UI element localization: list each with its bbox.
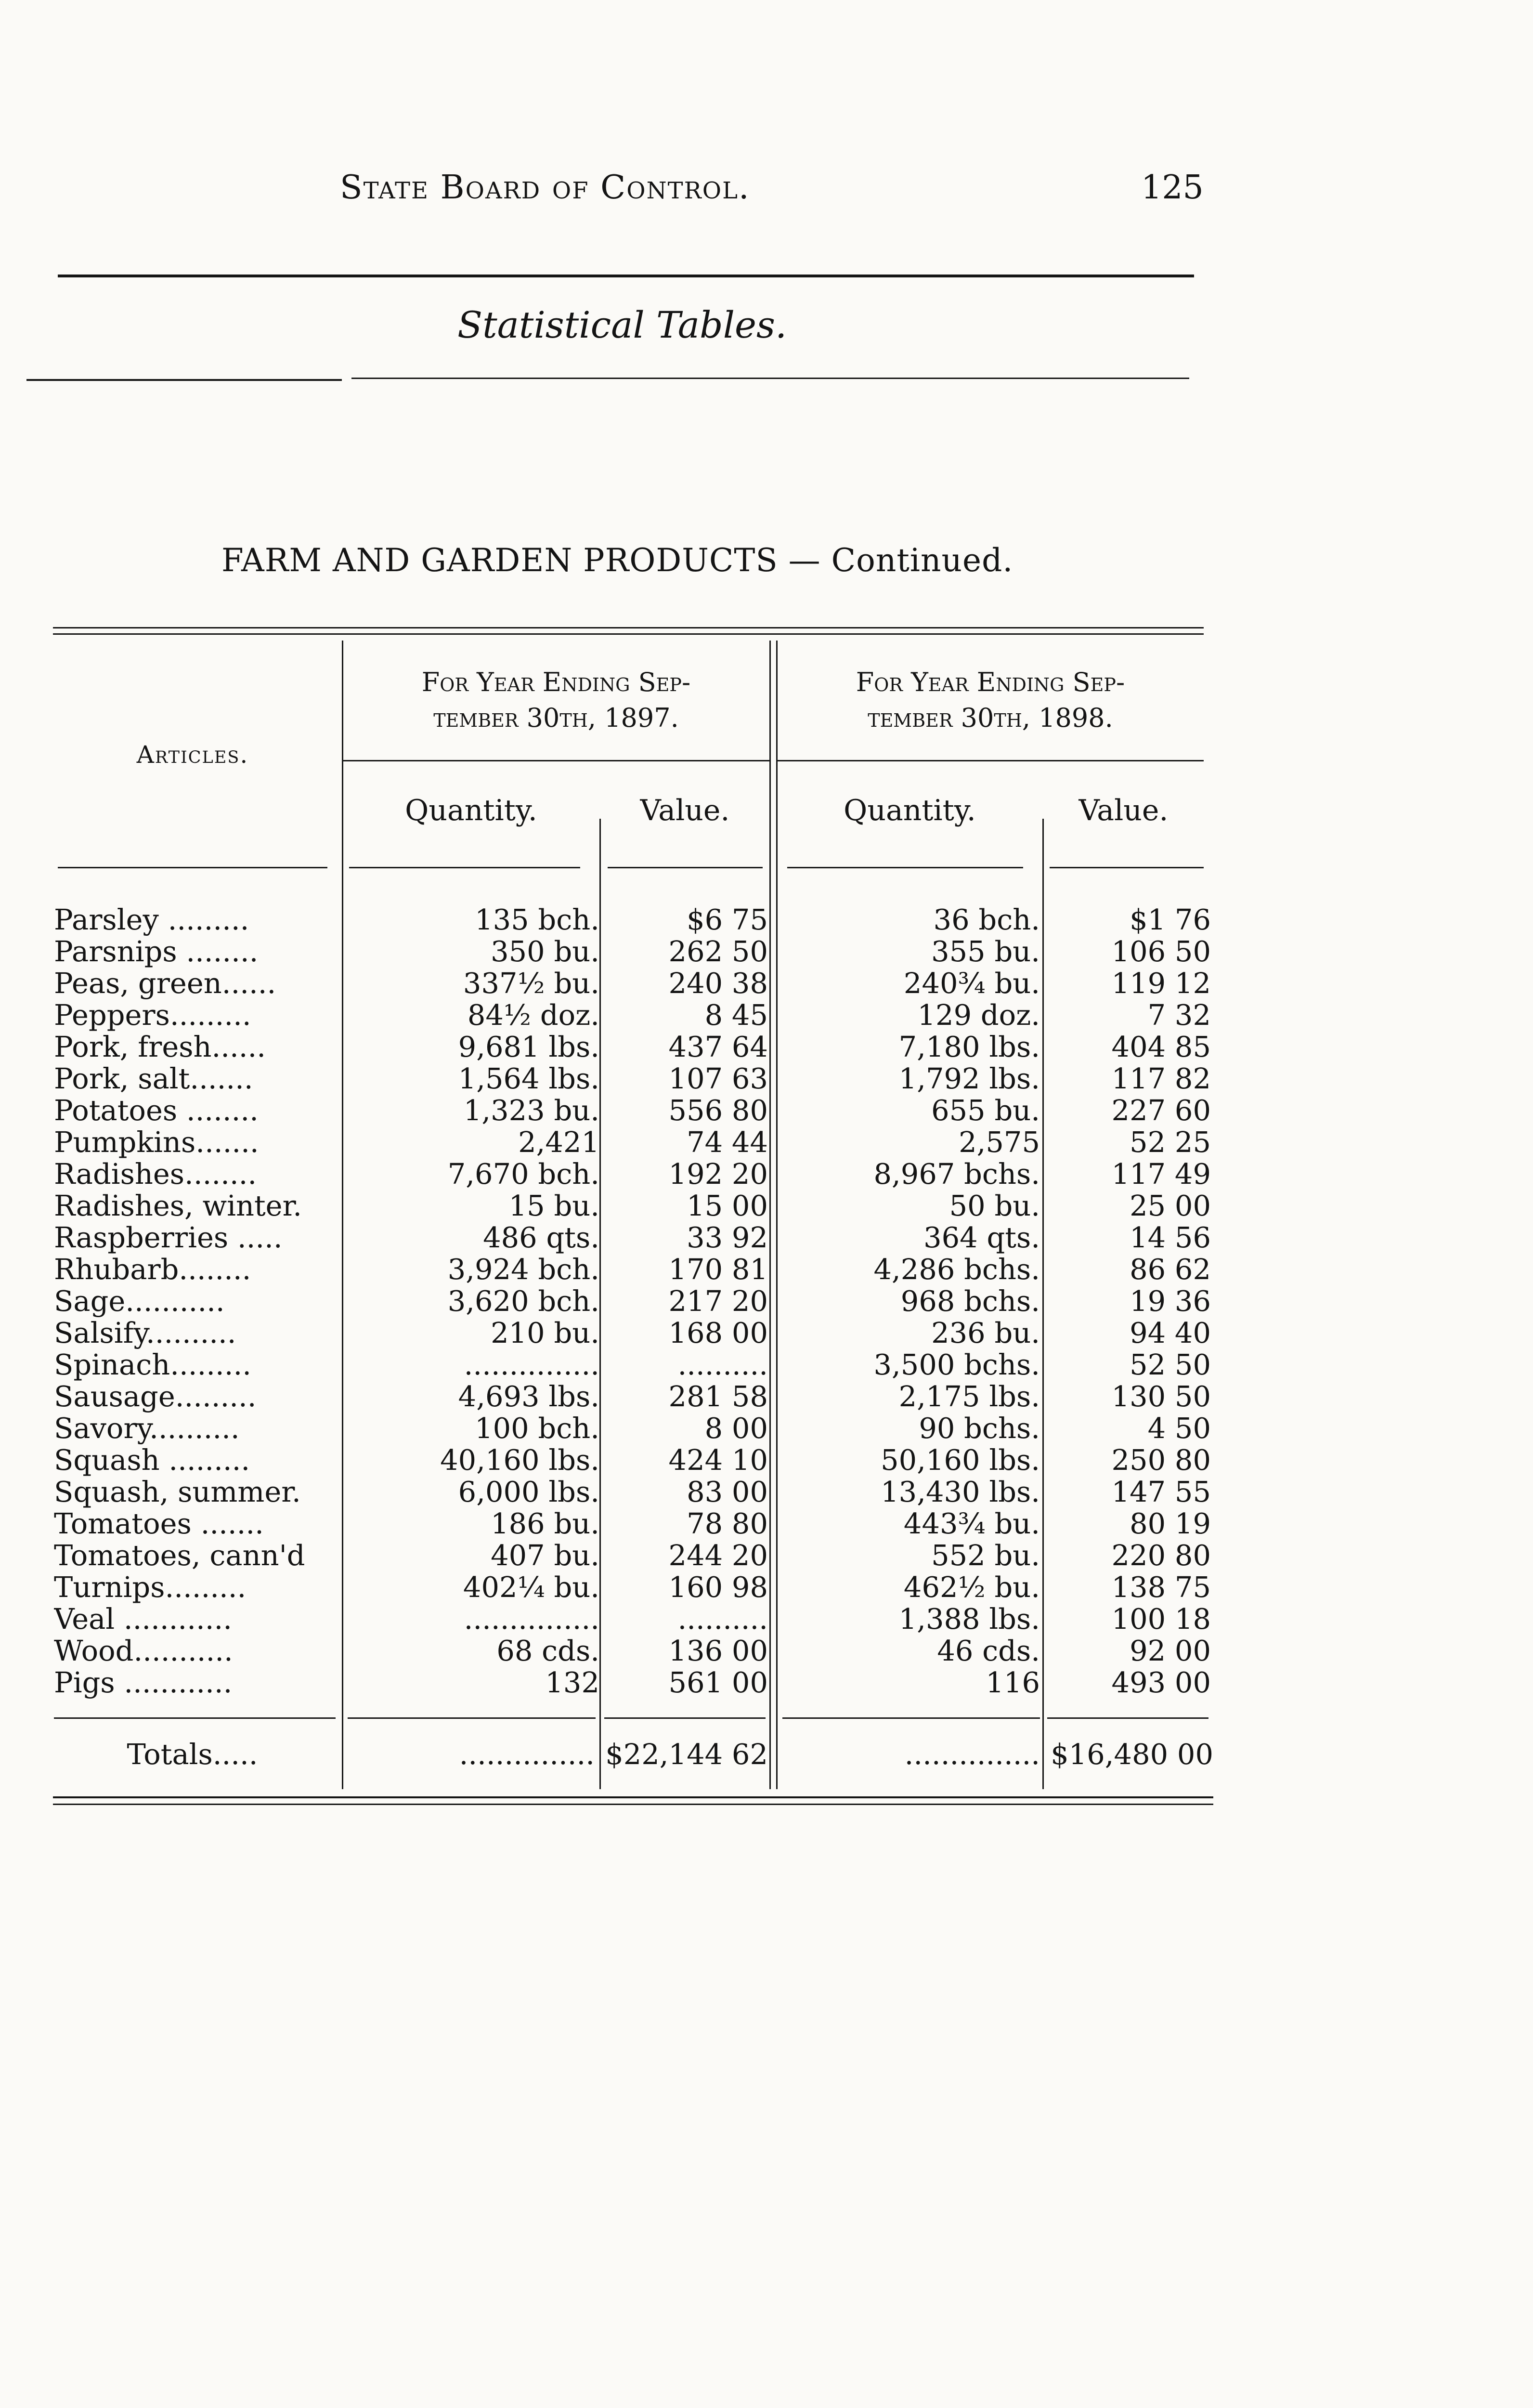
cell-article: Potatoes ........ [54, 1095, 259, 1126]
cell-value-1897: 244 20 [668, 1540, 768, 1571]
cell-article: Radishes, winter. [54, 1190, 302, 1222]
cell-value-1898: 86 62 [1130, 1254, 1211, 1285]
cell-value-1898: 404 85 [1111, 1031, 1211, 1063]
cell-value-1898: 80 19 [1130, 1508, 1211, 1540]
cell-value-1898: 94 40 [1130, 1317, 1211, 1349]
table-row [0, 1603, 1533, 1635]
cell-quantity-1897: 132 [545, 1667, 599, 1699]
cell-article: Squash ......... [54, 1444, 250, 1476]
cell-value-1898: 92 00 [1130, 1635, 1211, 1667]
cell-value-1898: 138 75 [1111, 1571, 1211, 1603]
cell-quantity-1897: 4,693 lbs. [458, 1381, 599, 1413]
cell-quantity-1897: 40,160 lbs. [440, 1444, 599, 1476]
running-title: State Board of Control. [340, 169, 750, 207]
cell-quantity-1898: 1,388 lbs. [898, 1603, 1040, 1635]
cell-quantity-1897: 135 bch. [475, 904, 599, 936]
totals-quantity-1897: ............... [459, 1738, 595, 1771]
cell-quantity-1897: 337½ bu. [463, 968, 599, 999]
cell-value-1898: 250 80 [1111, 1444, 1211, 1476]
totals-value-1897: $22,144 62 [605, 1738, 768, 1771]
cell-quantity-1898: 364 qts. [923, 1222, 1040, 1254]
table-row [0, 1254, 1533, 1285]
cell-article: Tomatoes, cann'd [54, 1540, 305, 1571]
cell-quantity-1898: 655 bu. [931, 1095, 1040, 1126]
cell-value-1898: 14 56 [1130, 1222, 1211, 1254]
header-articles: Articles. [136, 741, 249, 769]
cell-quantity-1898: 2,575 [959, 1126, 1040, 1158]
cell-article: Radishes........ [54, 1158, 257, 1190]
table-row [0, 1222, 1533, 1254]
cell-quantity-1898: 8,967 bchs. [873, 1158, 1040, 1190]
cell-value-1898: 119 12 [1111, 968, 1211, 999]
header-year-1898-line2: tember 30th, 1898. [868, 703, 1113, 733]
cell-value-1898: 100 18 [1111, 1603, 1211, 1635]
cell-article: Raspberries ..... [54, 1222, 283, 1254]
table-row [0, 1349, 1533, 1381]
header-value-1898: Value. [1078, 794, 1169, 827]
table-row [0, 1190, 1533, 1222]
cell-value-1898: 227 60 [1111, 1095, 1211, 1126]
rule-head-v97 [608, 867, 763, 868]
cell-value-1898: 25 00 [1130, 1190, 1211, 1222]
cell-quantity-1897: 84½ doz. [467, 999, 599, 1031]
cell-value-1898: 106 50 [1111, 936, 1211, 968]
table-row [0, 1508, 1533, 1540]
table-row [0, 1158, 1533, 1190]
cell-quantity-1898: 3,500 bchs. [873, 1349, 1040, 1381]
cell-value-1897: 168 00 [668, 1317, 768, 1349]
cell-article: Spinach......... [54, 1349, 252, 1381]
cell-quantity-1898: 36 bch. [933, 904, 1040, 936]
rule-year2-under [777, 760, 1204, 761]
page-number: 125 [1141, 169, 1204, 207]
table-row [0, 1317, 1533, 1349]
cell-quantity-1898: 236 bu. [931, 1317, 1040, 1349]
cell-quantity-1898: 90 bchs. [919, 1413, 1040, 1444]
header-quantity-1897: Quantity. [405, 794, 537, 827]
cell-value-1897: 136 00 [668, 1635, 768, 1667]
cell-quantity-1898: 968 bchs. [900, 1285, 1040, 1317]
rule-head-q98 [787, 867, 1023, 868]
cell-quantity-1897: 3,924 bch. [447, 1254, 599, 1285]
cell-value-1897: 217 20 [668, 1285, 768, 1317]
section-rule-left [26, 379, 342, 381]
rule-head-q97 [349, 867, 580, 868]
cell-article: Salsify.......... [54, 1317, 236, 1349]
cell-value-1897: 170 81 [668, 1254, 768, 1285]
header-year-1897-line2: tember 30th, 1897. [433, 703, 679, 733]
cell-article: Savory.......... [54, 1413, 240, 1444]
header-year-1898-line1: For Year Ending Sep- [856, 667, 1125, 697]
rule-totals-articles [54, 1717, 336, 1719]
cell-value-1897: .......... [677, 1603, 768, 1635]
cell-value-1897: 160 98 [668, 1571, 768, 1603]
table-row [0, 1667, 1533, 1699]
totals-label: Totals..... [127, 1738, 258, 1771]
cell-value-1897: 78 80 [687, 1508, 768, 1540]
cell-value-1898: 19 36 [1130, 1285, 1211, 1317]
cell-article: Sage........... [54, 1285, 225, 1317]
cell-quantity-1898: 1,792 lbs. [898, 1063, 1040, 1095]
cell-article: Wood........... [54, 1635, 233, 1667]
header-rule [58, 275, 1194, 277]
totals-quantity-1898: ............... [904, 1738, 1040, 1771]
cell-quantity-1897: 486 qts. [483, 1222, 599, 1254]
rule-head-articles [58, 867, 327, 868]
cell-value-1897: 15 00 [687, 1190, 768, 1222]
totals-value-1898: $16,480 00 [1051, 1738, 1213, 1771]
cell-quantity-1897: 15 bu. [508, 1190, 599, 1222]
cell-article: Squash, summer. [54, 1476, 301, 1508]
cell-value-1897: 262 50 [668, 936, 768, 968]
cell-value-1897: 556 80 [668, 1095, 768, 1126]
table-row [0, 1063, 1533, 1095]
table-row [0, 1285, 1533, 1317]
cell-article: Pork, fresh...... [54, 1031, 266, 1063]
table-title: FARM AND GARDEN PRODUCTS — Continued. [221, 542, 1013, 579]
table-row [0, 1095, 1533, 1126]
section-rule-right [351, 378, 1189, 379]
cell-quantity-1898: 129 doz. [917, 999, 1040, 1031]
rule-head-v98 [1050, 867, 1204, 868]
cell-quantity-1897: 1,323 bu. [463, 1095, 599, 1126]
cell-quantity-1897: 100 bch. [475, 1413, 599, 1444]
cell-value-1898: 52 50 [1130, 1349, 1211, 1381]
rule-totals-q98 [782, 1717, 1040, 1719]
cell-quantity-1898: 46 cds. [937, 1635, 1040, 1667]
cell-quantity-1898: 462½ bu. [903, 1571, 1040, 1603]
header-year-1897-line1: For Year Ending Sep- [421, 667, 691, 697]
cell-value-1898: $1 76 [1130, 904, 1211, 936]
rule-year1-under [343, 760, 769, 761]
cell-value-1897: 424 10 [668, 1444, 768, 1476]
cell-quantity-1897: 210 bu. [491, 1317, 599, 1349]
table-row [0, 1126, 1533, 1158]
cell-quantity-1898: 50,160 lbs. [881, 1444, 1040, 1476]
cell-quantity-1898: 50 bu. [949, 1190, 1040, 1222]
cell-article: Pigs ............ [54, 1667, 233, 1699]
cell-article: Turnips......... [54, 1571, 247, 1603]
cell-quantity-1897: 9,681 lbs. [458, 1031, 599, 1063]
rule-totals-v98 [1047, 1717, 1208, 1719]
cell-value-1897: 8 00 [704, 1413, 768, 1444]
table-row [0, 904, 1533, 936]
cell-value-1897: 83 00 [687, 1476, 768, 1508]
rule-totals-q97 [348, 1717, 596, 1719]
cell-quantity-1898: 13,430 lbs. [881, 1476, 1040, 1508]
table-row [0, 1571, 1533, 1603]
table-row [0, 1381, 1533, 1413]
table-top-rule-2 [53, 633, 1204, 635]
cell-article: Sausage......... [54, 1381, 257, 1413]
table-top-rule-1 [53, 627, 1204, 628]
header-value-1897: Value. [640, 794, 730, 827]
cell-quantity-1898: 7,180 lbs. [898, 1031, 1040, 1063]
section-title: Statistical Tables. [457, 303, 787, 346]
cell-quantity-1897: 350 bu. [491, 936, 599, 968]
cell-value-1897: 74 44 [687, 1126, 768, 1158]
cell-quantity-1898: 552 bu. [931, 1540, 1040, 1571]
cell-value-1898: 7 32 [1147, 999, 1211, 1031]
cell-value-1897: 8 45 [704, 999, 768, 1031]
cell-quantity-1898: 116 [986, 1667, 1040, 1699]
cell-value-1898: 130 50 [1111, 1381, 1211, 1413]
cell-value-1898: 4 50 [1147, 1413, 1211, 1444]
cell-quantity-1898: 4,286 bchs. [873, 1254, 1040, 1285]
table-row [0, 1444, 1533, 1476]
cell-value-1897: 281 58 [668, 1381, 768, 1413]
cell-article: Veal ............ [54, 1603, 232, 1635]
table-row [0, 1540, 1533, 1571]
cell-quantity-1898: 443¾ bu. [903, 1508, 1040, 1540]
cell-value-1898: 493 00 [1111, 1667, 1211, 1699]
table-row [0, 1413, 1533, 1444]
table-bottom-rule-2 [53, 1804, 1213, 1805]
cell-value-1897: .......... [677, 1349, 768, 1381]
rule-totals-v97 [604, 1717, 766, 1719]
cell-quantity-1898: 240¾ bu. [903, 968, 1040, 999]
table-bottom-rule-1 [53, 1796, 1213, 1798]
cell-value-1897: 437 64 [668, 1031, 768, 1063]
table-row [0, 968, 1533, 999]
table-row [0, 1635, 1533, 1667]
cell-quantity-1898: 355 bu. [931, 936, 1040, 968]
cell-article: Peas, green...... [54, 968, 276, 999]
cell-quantity-1897: ............... [464, 1603, 599, 1635]
cell-article: Parsley ......... [54, 904, 249, 936]
cell-quantity-1898: 2,175 lbs. [898, 1381, 1040, 1413]
cell-article: Parsnips ........ [54, 936, 259, 968]
cell-value-1898: 147 55 [1111, 1476, 1211, 1508]
cell-value-1897: 240 38 [668, 968, 768, 999]
cell-quantity-1897: ............... [464, 1349, 599, 1381]
header-quantity-1898: Quantity. [844, 794, 976, 827]
cell-quantity-1897: 7,670 bch. [447, 1158, 599, 1190]
cell-value-1898: 52 25 [1130, 1126, 1211, 1158]
table-row [0, 999, 1533, 1031]
table-row [0, 1476, 1533, 1508]
cell-quantity-1897: 402¼ bu. [463, 1571, 599, 1603]
cell-article: Pumpkins....... [54, 1126, 259, 1158]
cell-quantity-1897: 3,620 bch. [447, 1285, 599, 1317]
cell-quantity-1897: 6,000 lbs. [458, 1476, 599, 1508]
cell-article: Rhubarb........ [54, 1254, 251, 1285]
cell-quantity-1897: 2,421 [518, 1126, 599, 1158]
cell-value-1897: 33 92 [687, 1222, 768, 1254]
cell-value-1898: 117 82 [1111, 1063, 1211, 1095]
cell-value-1898: 220 80 [1111, 1540, 1211, 1571]
table-row [0, 1031, 1533, 1063]
cell-quantity-1897: 68 cds. [496, 1635, 599, 1667]
cell-quantity-1897: 186 bu. [491, 1508, 599, 1540]
cell-value-1897: $6 75 [687, 904, 768, 936]
cell-article: Peppers......... [54, 999, 251, 1031]
cell-value-1897: 561 00 [668, 1667, 768, 1699]
cell-quantity-1897: 407 bu. [491, 1540, 599, 1571]
cell-article: Tomatoes ....... [54, 1508, 264, 1540]
cell-article: Pork, salt....... [54, 1063, 253, 1095]
running-head [0, 169, 1533, 222]
cell-value-1898: 117 49 [1111, 1158, 1211, 1190]
cell-value-1897: 192 20 [668, 1158, 768, 1190]
cell-quantity-1897: 1,564 lbs. [458, 1063, 599, 1095]
table-row [0, 936, 1533, 968]
cell-value-1897: 107 63 [668, 1063, 768, 1095]
